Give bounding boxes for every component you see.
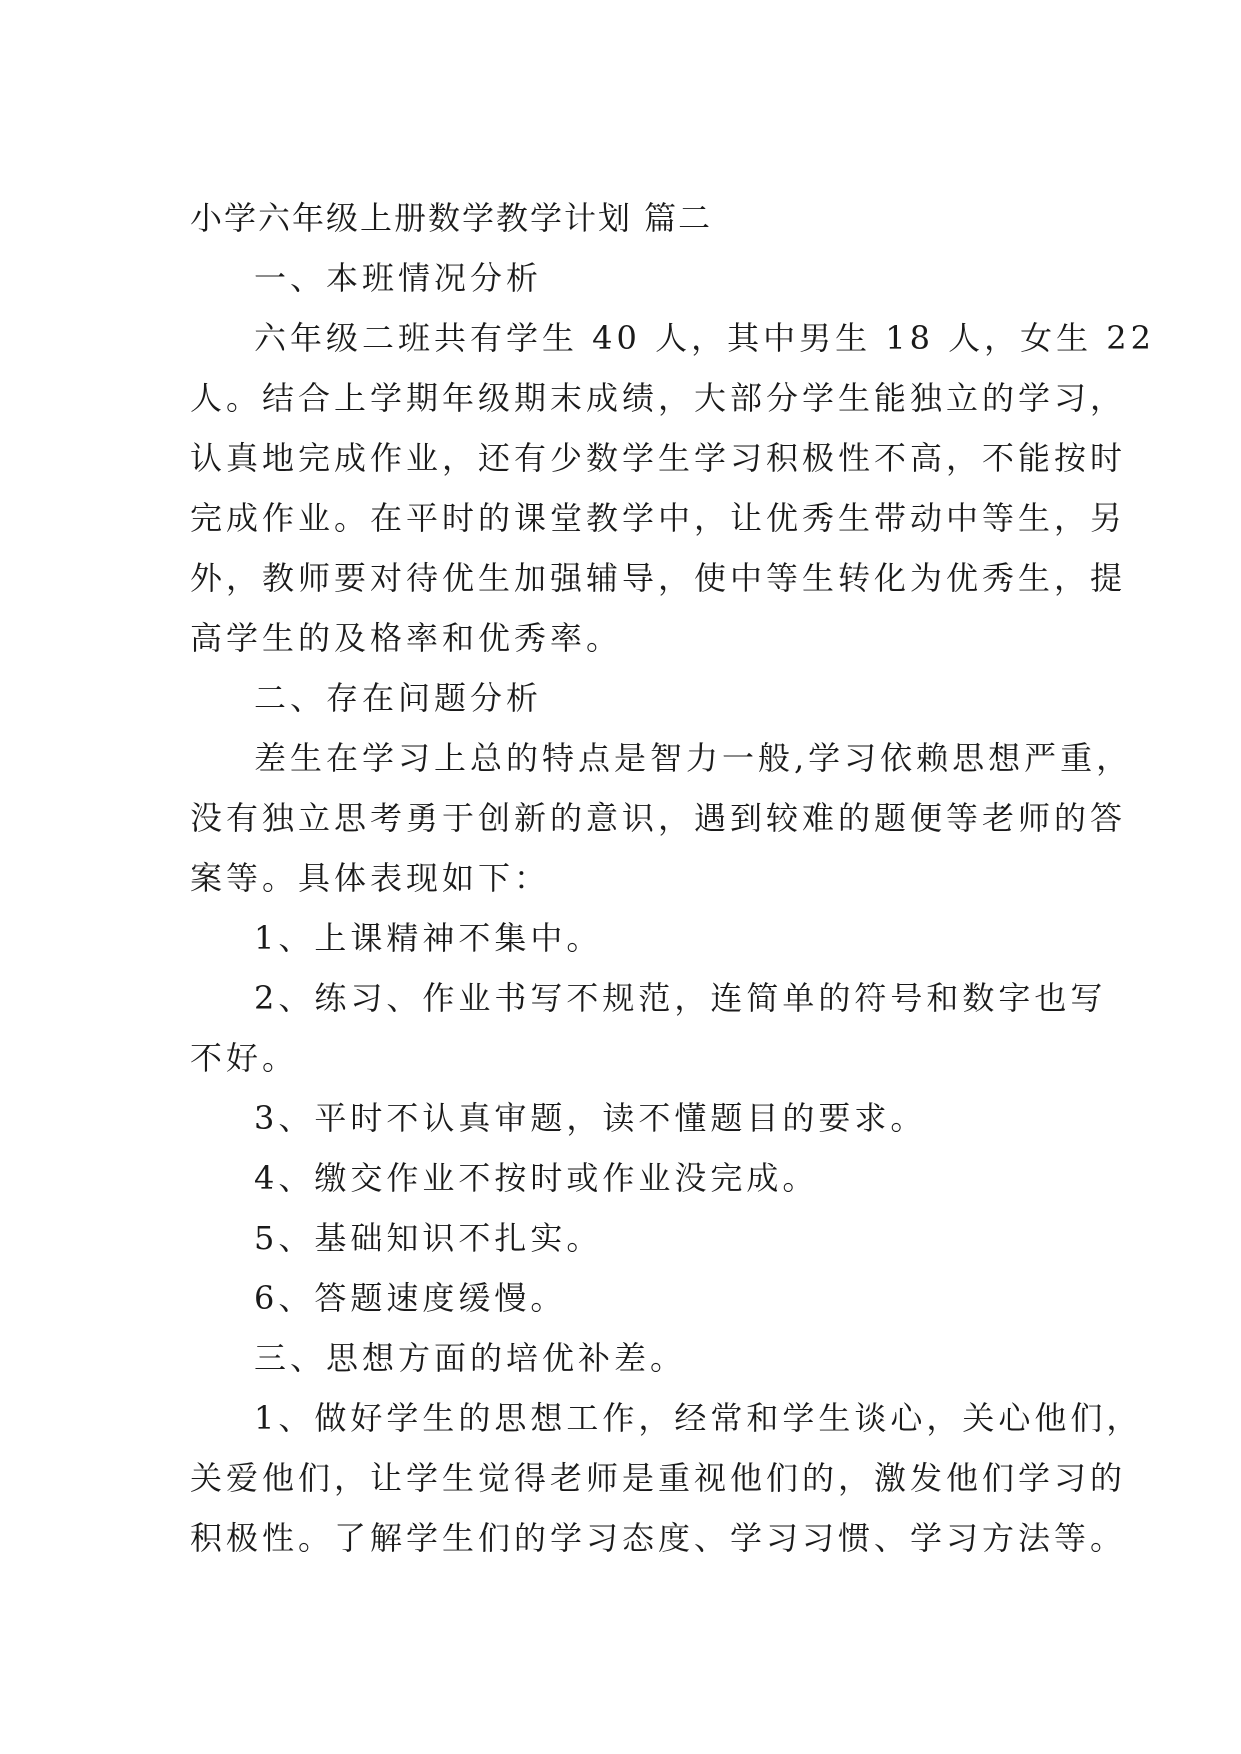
list-item: 1、上课精神不集中。 bbox=[254, 919, 603, 957]
document-body bbox=[190, 188, 1156, 1568]
section-heading-1: 一、本班情况分析 bbox=[254, 259, 543, 297]
section-heading-2: 二、存在问题分析 bbox=[254, 679, 543, 717]
text-line: 完成作业。在平时的课堂教学中，让优秀生带动中等生，另 bbox=[190, 499, 1127, 537]
text-line: 高学生的及格率和优秀率。 bbox=[190, 619, 623, 657]
list-item: 3、平时不认真审题，读不懂题目的要求。 bbox=[254, 1099, 927, 1137]
list-item bbox=[190, 968, 1107, 1088]
text-line: 关爱他们，让学生觉得老师是重视他们的，激发他们学习的 bbox=[190, 1459, 1127, 1497]
list-item: 5、基础知识不扎实。 bbox=[254, 1219, 603, 1257]
text-line: 六年级二班共有学生 40 人，其中男生 18 人，女生 22 bbox=[254, 319, 1156, 357]
text-line: 差生在学习上总的特点是智力一般,学习依赖思想严重， bbox=[254, 739, 1133, 777]
list-item: 4、缴交作业不按时或作业没完成。 bbox=[254, 1159, 819, 1197]
text-line: 案等。具体表现如下： bbox=[190, 859, 551, 897]
text-line: 积极性。了解学生们的学习态度、学习习惯、学习方法等。 bbox=[190, 1519, 1127, 1557]
text-line: 2、练习、作业书写不规范，连简单的符号和数字也写 bbox=[254, 979, 1107, 1017]
text-line: 1、做好学生的思想工作，经常和学生谈心，关心他们， bbox=[254, 1399, 1143, 1437]
document-title: 小学六年级上册数学教学计划 篇二 bbox=[190, 199, 713, 237]
paragraph-problem-intro bbox=[190, 728, 1133, 908]
list-item bbox=[190, 1388, 1143, 1568]
text-line: 外，教师要对待优生加强辅导，使中等生转化为优秀生，提 bbox=[190, 559, 1127, 597]
paragraph-class-analysis bbox=[190, 308, 1156, 668]
text-line: 不好。 bbox=[190, 1039, 299, 1077]
text-line: 认真地完成作业，还有少数学生学习积极性不高，不能按时 bbox=[190, 439, 1127, 477]
section-heading-3: 三、思想方面的培优补差。 bbox=[254, 1339, 687, 1377]
list-item: 6、答题速度缓慢。 bbox=[254, 1279, 567, 1317]
text-line: 没有独立思考勇于创新的意识，遇到较难的题便等老师的答 bbox=[190, 799, 1127, 837]
text-line: 人。结合上学期年级期末成绩，大部分学生能独立的学习， bbox=[190, 379, 1127, 417]
